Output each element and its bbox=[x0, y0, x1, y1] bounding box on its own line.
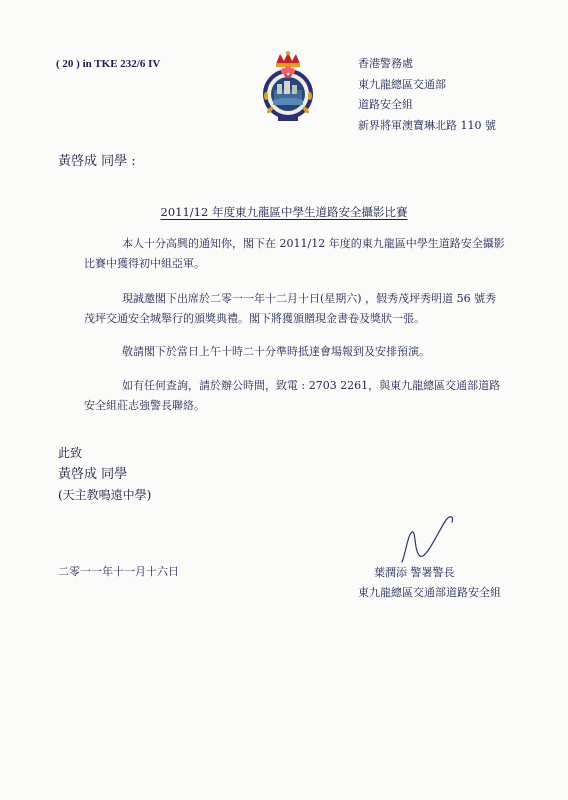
paragraph-line: 比賽中獲得初中組亞軍。 bbox=[84, 257, 205, 270]
address-line: 道路安全組 bbox=[358, 98, 413, 111]
police-crest-logo bbox=[256, 50, 320, 124]
letter-title bbox=[0, 204, 568, 220]
paragraph-line: 如有任何查詢，請於辦公時間，致電 : 2703 2261，與東九龍總區交通部道路 bbox=[122, 379, 501, 392]
paragraph-enquiry bbox=[84, 376, 504, 416]
signer-block bbox=[358, 563, 501, 603]
salutation: 黃啓成 同學 : bbox=[58, 154, 136, 169]
letter-title-text: 2011/12 年度東九龍區中學生道路安全攝影比賽 bbox=[160, 205, 408, 219]
signer-unit: 東九龍總區交通部道路安全組 bbox=[358, 586, 501, 599]
handwritten-signature bbox=[398, 512, 458, 568]
paragraph-line: 安全組莊志強警長聯絡。 bbox=[84, 399, 205, 412]
crown-icon bbox=[276, 51, 300, 67]
reference-number: ( 20 ) in TKE 232/6 IV bbox=[56, 58, 161, 70]
closing-recipient: 黃啓成 同學 bbox=[58, 467, 128, 482]
signer-name-title: 葉潤添 警署警長 bbox=[374, 566, 455, 579]
paragraph-line: 本人十分高興的通知你，閣下在 2011/12 年度的東九龍區中學生道路安全攝影 bbox=[122, 237, 505, 250]
paragraph-line: 現誠邀閣下出席於二零一一年十二月十日(星期六) ，假秀茂坪秀明道 56 號秀 bbox=[122, 292, 497, 305]
closing-school: (天主教鳴遠中學) bbox=[58, 488, 152, 502]
letter-date: 二零一一年十一月十六日 bbox=[58, 565, 179, 578]
sender-address bbox=[358, 54, 496, 136]
paragraph-award bbox=[84, 234, 504, 274]
address-line: 香港警務處 bbox=[358, 57, 413, 70]
paragraph-line: 茂坪交通安全城舉行的頒獎典禮。閣下將獲頒贈現金書卷及獎狀一張。 bbox=[84, 312, 425, 325]
closing-lead: 此致 bbox=[58, 446, 83, 460]
address-line: 新界將軍澳寶琳北路 110 號 bbox=[358, 118, 496, 132]
address-line: 東九龍總區交通部 bbox=[358, 77, 446, 91]
paragraph-invitation bbox=[84, 289, 504, 329]
paragraph-arrival bbox=[84, 342, 504, 362]
closing-block bbox=[58, 443, 151, 506]
paragraph-line: 敬請閣下於當日上午十時二十分準時抵達會場報到及安排預演。 bbox=[122, 345, 430, 358]
